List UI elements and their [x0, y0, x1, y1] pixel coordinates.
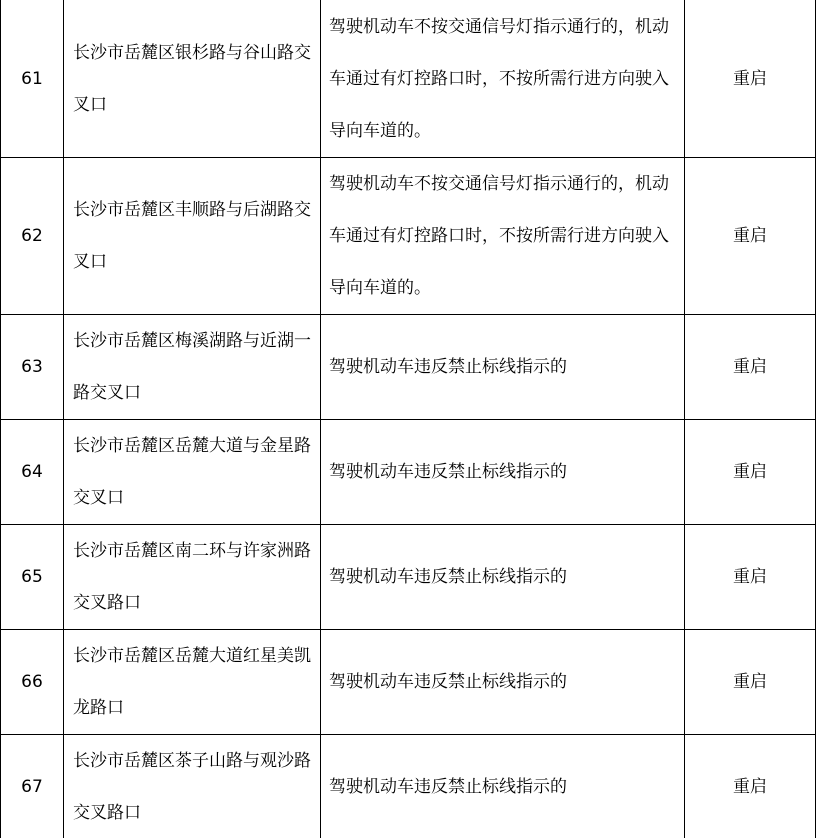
action-cell: 重启	[685, 420, 816, 525]
violation-cell: 驾驶机动车违反禁止标线指示的	[321, 525, 685, 630]
violation-cell: 驾驶机动车不按交通信号灯指示通行的，机动车通过有灯控路口时，不按所需行进方向驶入导向车道的。	[321, 158, 685, 315]
row-number: 62	[1, 158, 64, 315]
action-cell: 重启	[685, 735, 816, 838]
violation-cell: 驾驶机动车违反禁止标线指示的	[321, 630, 685, 735]
violation-cell: 驾驶机动车违反禁止标线指示的	[321, 315, 685, 420]
row-number: 63	[1, 315, 64, 420]
location-cell: 长沙市岳麓区丰顺路与后湖路交叉口	[64, 158, 321, 315]
location-cell: 长沙市岳麓区茶子山路与观沙路交叉路口	[64, 735, 321, 838]
table-row	[1, 315, 816, 420]
table-row	[1, 420, 816, 525]
violation-cell: 驾驶机动车不按交通信号灯指示通行的，机动车通过有灯控路口时，不按所需行进方向驶入导向车道的。	[321, 0, 685, 158]
action-cell: 重启	[685, 525, 816, 630]
location-cell: 长沙市岳麓区南二环与许家洲路交叉路口	[64, 525, 321, 630]
action-cell: 重启	[685, 315, 816, 420]
table-row	[1, 0, 816, 158]
action-cell: 重启	[685, 630, 816, 735]
row-number: 61	[1, 0, 64, 158]
table-row	[1, 158, 816, 315]
location-cell: 长沙市岳麓区银杉路与谷山路交叉口	[64, 0, 321, 158]
table-row	[1, 630, 816, 735]
row-number: 65	[1, 525, 64, 630]
action-cell: 重启	[685, 0, 816, 158]
table-row	[1, 735, 816, 838]
location-cell: 长沙市岳麓区岳麓大道与金星路交叉口	[64, 420, 321, 525]
action-cell: 重启	[685, 158, 816, 315]
location-cell: 长沙市岳麓区岳麓大道红星美凯龙路口	[64, 630, 321, 735]
violation-cell: 驾驶机动车违反禁止标线指示的	[321, 735, 685, 838]
location-cell: 长沙市岳麓区梅溪湖路与近湖一路交叉口	[64, 315, 321, 420]
row-number: 67	[1, 735, 64, 838]
table-row	[1, 525, 816, 630]
row-number: 64	[1, 420, 64, 525]
violation-cell: 驾驶机动车违反禁止标线指示的	[321, 420, 685, 525]
row-number: 66	[1, 630, 64, 735]
